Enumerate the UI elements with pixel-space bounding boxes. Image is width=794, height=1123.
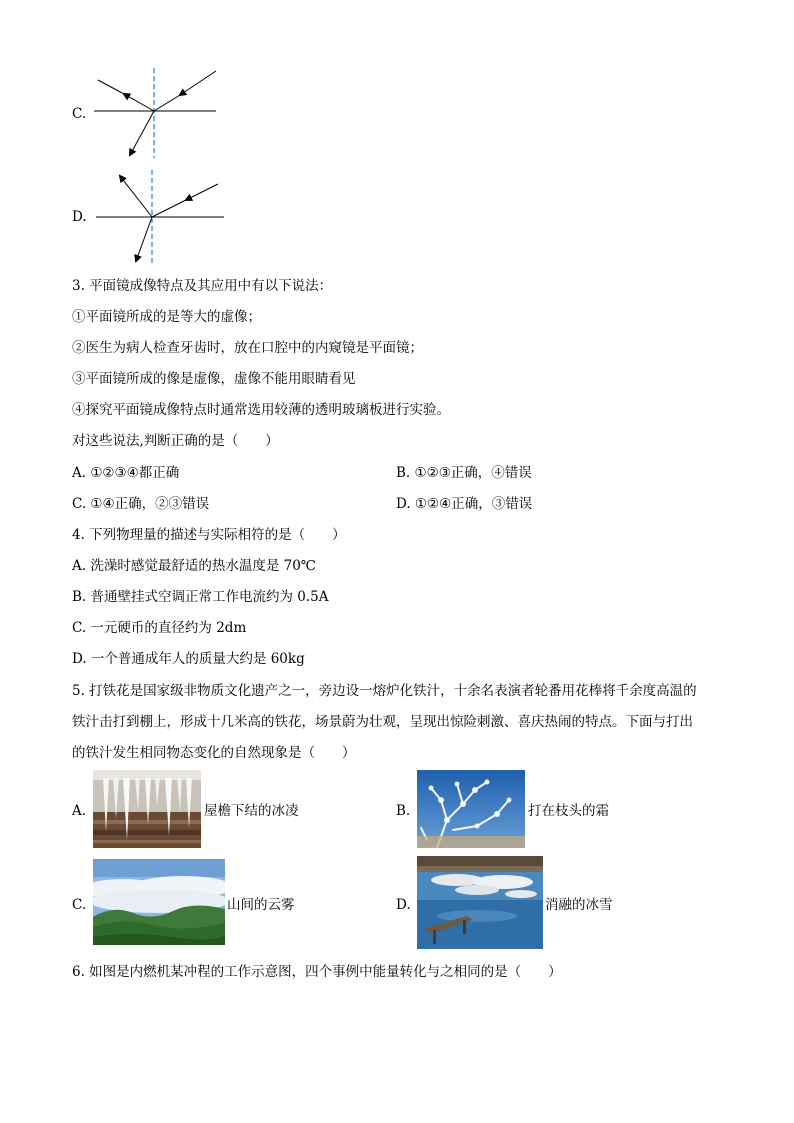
- refracted-ray-d: [136, 217, 152, 261]
- q3-option-a: A. ①②③④都正确: [72, 465, 180, 481]
- q3-option-d: D. ①②④正确，③错误: [396, 496, 533, 512]
- q5-option-a-label: A.: [72, 803, 87, 819]
- q3-statement-1: ①平面镜所成的是等大的虚像；: [72, 309, 261, 325]
- q3-statement-4: ④探究平面镜成像特点时通常选用较薄的透明玻璃板进行实验。: [72, 402, 450, 418]
- q3-stem: 3. 平面镜成像特点及其应用中有以下说法：: [72, 278, 333, 294]
- frost-photo: [417, 770, 525, 848]
- q4-option-c: C. 一元硬币的直径约为 2dm: [72, 620, 247, 636]
- q3-statement-2: ②医生为病人检查牙齿时，放在口腔中的内窥镜是平面镜；: [72, 340, 423, 356]
- q6-stem: 6. 如图是内燃机某冲程的工作示意图，四个事例中能量转化与之相同的是（ ）: [72, 964, 562, 980]
- q4-option-a: A. 洗澡时感觉最舒适的热水温度是 70℃: [72, 558, 316, 574]
- reflected-ray-d: [120, 176, 152, 217]
- q5-option-c-caption: 山间的云雾: [227, 897, 295, 913]
- q5-stem-line2: 铁汁击打到棚上，形成十几米高的铁花，场景蔚为壮观，呈现出惊险刺激、喜庆热闹的特点。下面与打出: [72, 714, 693, 730]
- q5-stem-line3: 的铁汁发生相同物态变化的自然现象是（ ）: [72, 745, 356, 761]
- icicles-photo: [93, 770, 201, 848]
- q5-option-c-label: C.: [72, 897, 87, 913]
- q4-option-d: D. 一个普通成年人的质量大约是 60kg: [72, 651, 305, 667]
- option-d-label: D.: [72, 209, 87, 225]
- q3-prompt: 对这些说法,判断正确的是（ ）: [72, 433, 279, 449]
- reflection-diagram-d: [90, 168, 230, 268]
- q5-option-d-caption: 消融的冰雪: [545, 897, 613, 913]
- incident-ray-c: [180, 71, 216, 95]
- reflection-diagram-c: [90, 66, 230, 166]
- q5-option-b-caption: 打在枝头的霜: [528, 803, 609, 819]
- q5-option-a-caption: 屋檐下结的冰凌: [204, 803, 299, 819]
- incident-ray-d: [186, 184, 218, 200]
- q4-stem: 4. 下列物理量的描述与实际相符的是（ ）: [72, 527, 346, 543]
- q4-option-b: B. 普通壁挂式空调正常工作电流约为 0.5A: [72, 589, 329, 605]
- refracted-ray-c: [130, 111, 154, 155]
- reflected-ray-c: [124, 94, 154, 111]
- q3-option-c: C. ①④正确，②③错误: [72, 496, 210, 512]
- q3-option-b: B. ①②③正确，④错误: [396, 465, 532, 481]
- q5-option-b-label: B.: [396, 803, 411, 819]
- option-c-label: C.: [72, 106, 87, 122]
- melting-snow-photo: [417, 856, 543, 949]
- q5-stem-line1: 5. 打铁花是国家级非物质文化遗产之一，旁边设一熔炉化铁汁，十余名表演者轮番用花棒将千余度高温的: [72, 683, 697, 699]
- q3-statement-3: ③平面镜所成的像是虚像，虚像不能用眼睛看见: [72, 371, 356, 387]
- cloud-mist-photo: [93, 859, 225, 945]
- q5-option-d-label: D.: [396, 897, 411, 913]
